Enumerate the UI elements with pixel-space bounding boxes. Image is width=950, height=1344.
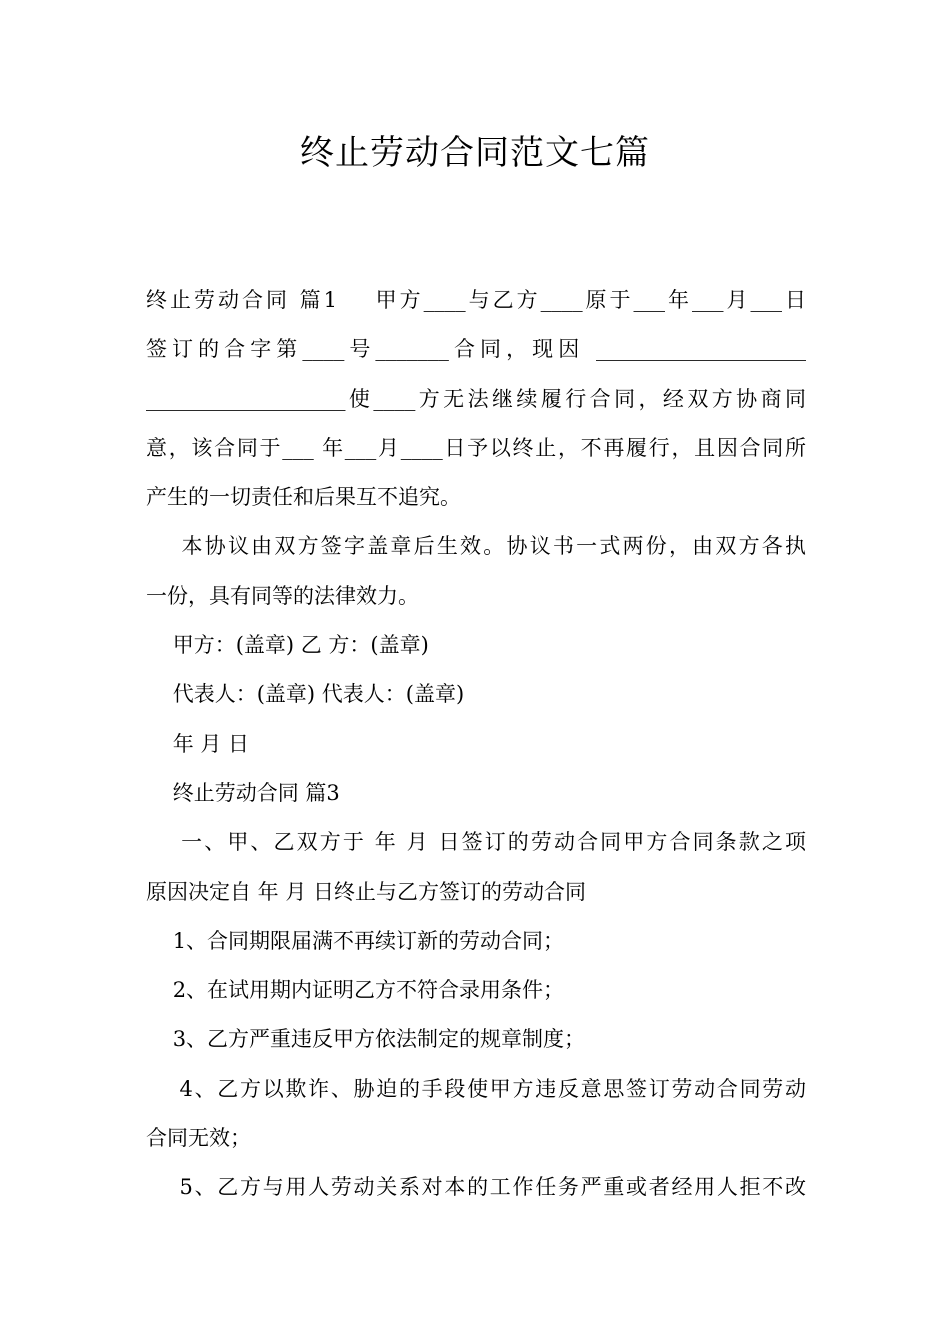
text-line: 甲方：(盖章) 乙 方：(盖章) — [146, 633, 429, 658]
text-line: 一、甲、乙双方于 年 月 日签订的劳动合同甲方合同条款之项 — [146, 830, 806, 855]
text-line: 产生的一切责任和后果互不追究。 — [146, 485, 461, 510]
text-line: 本协议由双方签字盖章后生效。协议书一式两份，由双方各执 — [146, 534, 806, 559]
text-line: 意，该合同于___ 年___月____日予以终止，不再履行，且因合同所 — [146, 435, 806, 460]
document-body — [146, 276, 806, 1213]
text-line: 1、合同期限届满不再续订新的劳动合同； — [146, 928, 565, 953]
text-line: 签订的合字第____号_______合同，现因 ____________________ — [146, 337, 806, 362]
text-line: 5、乙方与用人劳动关系对本的工作任务严重或者经用人拒不改 — [146, 1175, 806, 1200]
text-line: 2、在试用期内证明乙方不符合录用条件； — [146, 978, 565, 1003]
text-line: 原因决定自 年 月 日终止与乙方签订的劳动合同 — [146, 879, 587, 904]
text-line: 年 月 日 — [146, 731, 250, 756]
text-line: 4、乙方以欺诈、胁迫的手段使甲方违反意思签订劳动合同劳动 — [146, 1076, 806, 1101]
text-line: 终止劳动合同 篇1 甲方____与乙方____原于___年___月___日 — [146, 288, 806, 312]
text-line: 合同无效； — [146, 1126, 251, 1151]
text-line: 一份，具有同等的法律效力。 — [146, 583, 419, 608]
text-line: 3、乙方严重违反甲方依法制定的规章制度； — [146, 1027, 586, 1052]
text-line: ___________________使____方无法继续履行合同，经双方协商同 — [146, 386, 806, 411]
text-line: 代表人：(盖章) 代表人：(盖章) — [146, 682, 465, 707]
text-line: 终止劳动合同 篇3 — [146, 780, 340, 805]
document-title: 终止劳动合同范文七篇 — [300, 133, 650, 173]
